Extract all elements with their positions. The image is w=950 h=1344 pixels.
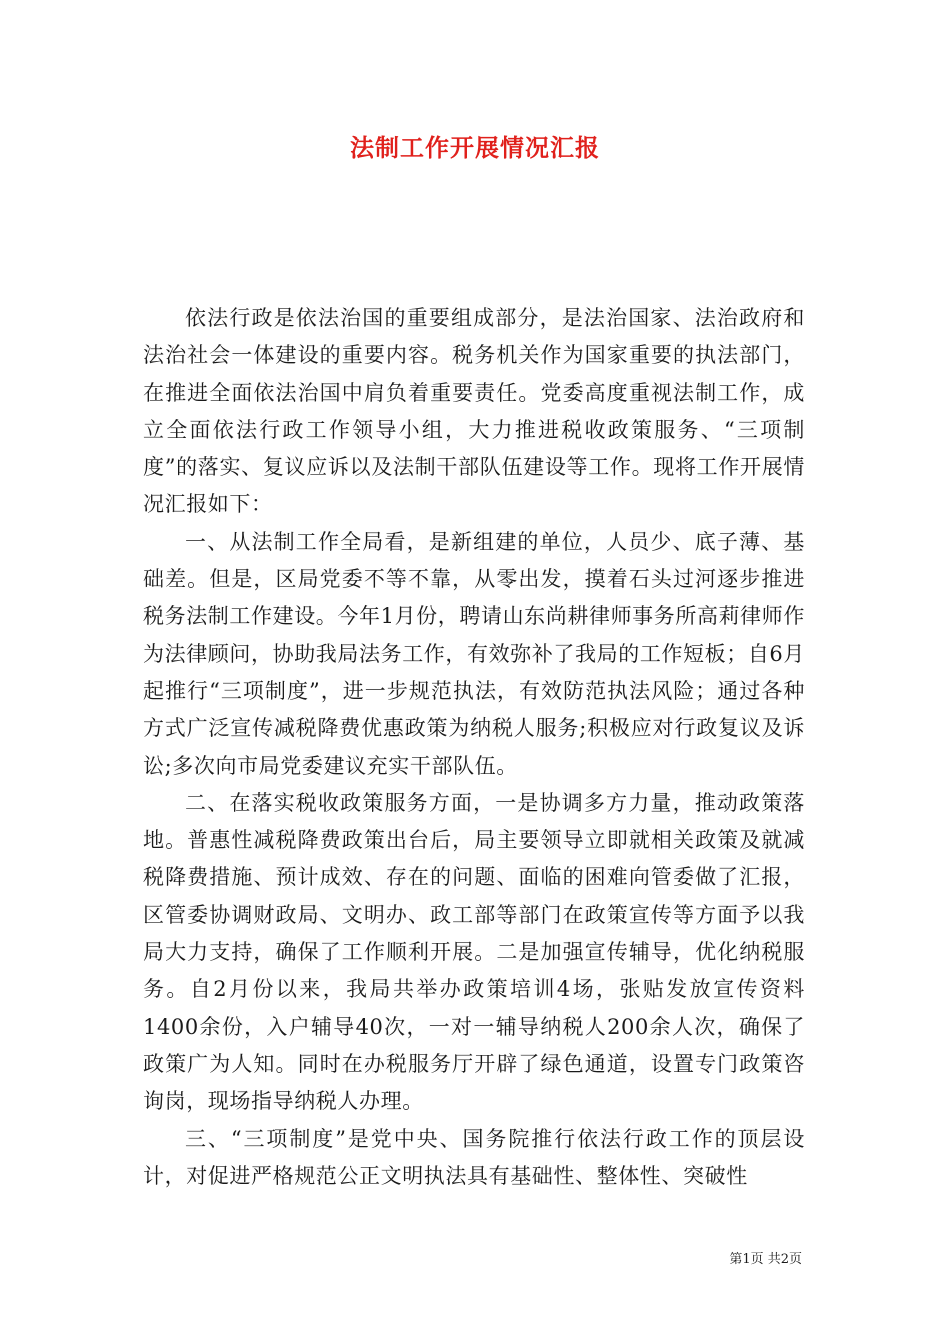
paragraph-section-3: 三、“三项制度”是党中央、国务院推行依法行政工作的顶层设计，对促进严格规范公正文明执法具有基础性、整体性、突破性 xyxy=(143,1126,805,1188)
paragraph-section-1: 一、从法制工作全局看，是新组建的单位，人员少、底子薄、基础差。但是，区局党委不等不靠，从零出发，摸着石头过河逐步推进税务法制工作建设。今年1月份，聘请山东尚耕律师事务所高莉律师作为法律顾问，协助我局法务工作，有效弥补了我局的工作短板；自6月起推行“三项制度”，进一步规范执法，有效防范执法风险；通过各种方式广泛宣传减税降费优惠政策为纳税人服务;积极应对行政复议及诉讼;多次向市局党委建议充实干部队伍。 xyxy=(143,529,805,778)
page-title: 法制工作开展情况汇报 xyxy=(350,133,600,162)
page-number: 第1页 共2页 xyxy=(729,1252,802,1267)
paragraph-section-2: 二、在落实税收政策服务方面，一是协调多方力量，推动政策落地。普惠性减税降费政策出台后，局主要领导立即就相关政策及就减税降费措施、预计成效、存在的问题、面临的困难向管委做了汇报，区管委协调财政局、文明办、政工部等部门在政策宣传等方面予以我局大力支持，确保了工作顺利开展。二是加强宣传辅导，优化纳税服务。自2月份以来，我局共举办政策培训4场，张贴发放宣传资料1400余份，入户辅导40次，一对一辅导纳税人200余人次，确保了政策广为人知。同时在办税服务厅开辟了绿色通道，设置专门政策咨询岗，现场指导纳税人办理。 xyxy=(143,790,805,1114)
paragraph-intro: 依法行政是依法治国的重要组成部分，是法治国家、法治政府和法治社会一体建设的重要内容。税务机关作为国家重要的执法部门，在推进全面依法治国中肩负着重要责任。党委高度重视法制工作，成立全面依法行政工作领导小组，大力推进税收政策服务、“三项制度”的落实、复议应诉以及法制干部队伍建设等工作。现将工作开展情况汇报如下： xyxy=(143,306,805,517)
document-body xyxy=(143,300,805,1195)
